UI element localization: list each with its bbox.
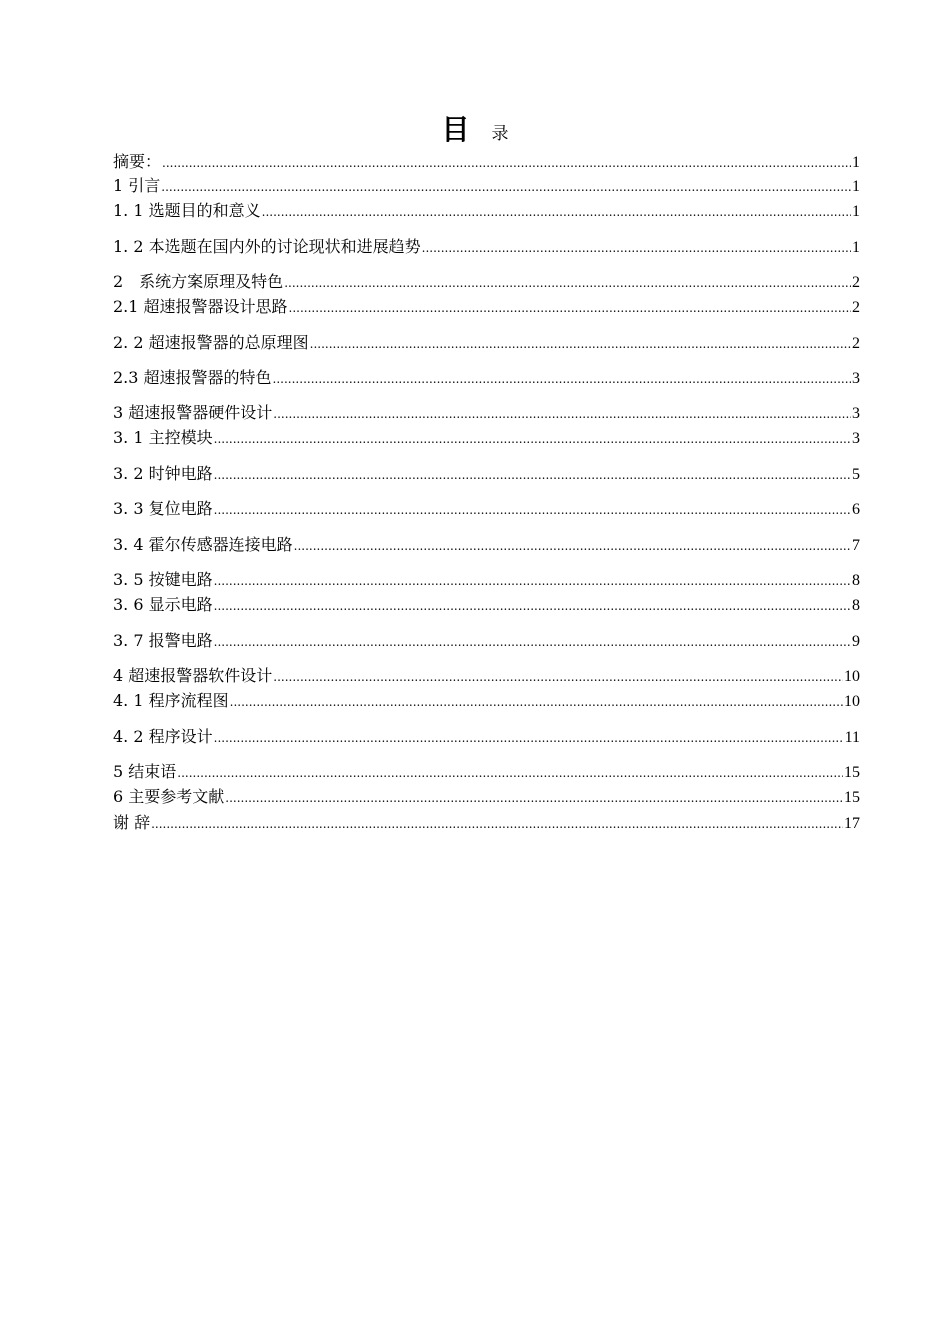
toc-entry-label: 3. 3 复位电路 <box>113 499 213 518</box>
toc-dot-leader <box>214 499 851 521</box>
toc-entry-label: 3. 4 霍尔传感器连接电路 <box>113 535 293 554</box>
toc-entry-label: 3 超速报警器硬件设计 <box>113 403 273 422</box>
toc-entry-page: 8 <box>852 597 860 614</box>
toc-entry[interactable] <box>113 151 860 173</box>
toc-entry[interactable] <box>113 665 860 687</box>
toc-dot-leader <box>422 237 851 259</box>
page-title <box>0 108 950 148</box>
toc-entry-label: 5 结束语 <box>113 762 177 781</box>
toc-dot-leader <box>214 727 844 749</box>
toc-entry-label: 3. 6 显示电路 <box>113 595 213 614</box>
toc-entry-page: 17 <box>844 815 860 832</box>
toc-entry[interactable] <box>113 463 860 485</box>
toc-entry[interactable] <box>113 594 860 616</box>
toc-dot-leader <box>151 813 843 835</box>
toc-entry-page: 9 <box>852 633 860 650</box>
toc-entry-label: 3. 7 报警电路 <box>113 631 213 650</box>
toc-entry-page: 2 <box>852 299 860 316</box>
toc-entry[interactable] <box>113 726 860 748</box>
toc-entry[interactable] <box>113 332 860 354</box>
toc-dot-leader <box>214 595 851 617</box>
toc-dot-leader <box>289 297 851 319</box>
toc-entry[interactable] <box>113 534 860 556</box>
toc-entry-page: 11 <box>844 729 860 746</box>
toc-entry-page: 10 <box>844 668 860 685</box>
toc-entry-page: 8 <box>852 572 860 589</box>
toc-entry[interactable] <box>113 236 860 258</box>
toc-entry[interactable] <box>113 296 860 318</box>
toc-dot-leader <box>230 691 843 713</box>
toc-entry-label: 2.1 超速报警器设计思路 <box>113 297 288 316</box>
toc-entry[interactable] <box>113 630 860 652</box>
toc-entry-label: 1 引言 <box>113 176 161 195</box>
toc-dot-leader <box>310 333 851 355</box>
toc-dot-leader <box>214 464 851 486</box>
toc-entry[interactable] <box>113 367 860 389</box>
toc-entry-page: 7 <box>852 537 860 554</box>
toc-entry[interactable] <box>113 175 860 197</box>
toc-dot-leader <box>161 176 851 198</box>
toc-entry-label: 3. 1 主控模块 <box>113 428 213 447</box>
toc-entry-page: 1 <box>852 239 860 256</box>
toc-entry-page: 1 <box>852 154 860 171</box>
toc-dot-leader <box>294 535 851 557</box>
toc-entry-page: 3 <box>852 370 860 387</box>
toc-entry-page: 15 <box>844 764 860 781</box>
toc-entry-page: 3 <box>852 430 860 447</box>
toc-entry-label: 摘要： <box>113 152 162 171</box>
toc-entry-page: 10 <box>844 693 860 710</box>
title-char-1: 目 <box>441 113 470 146</box>
toc-dot-leader <box>262 201 851 223</box>
toc-entry-page: 1 <box>852 178 860 195</box>
toc-entry-page: 5 <box>852 466 860 483</box>
toc-dot-leader <box>273 666 843 688</box>
toc-entry-label: 谢 辞 <box>113 813 151 832</box>
toc-dot-leader <box>162 152 851 174</box>
toc-entry-page: 3 <box>852 405 860 422</box>
toc-entry-label: 2. 2 超速报警器的总原理图 <box>113 333 309 352</box>
toc-dot-leader <box>214 570 851 592</box>
toc-entry-label: 2 系统方案原理及特色 <box>113 272 284 291</box>
toc-entry[interactable] <box>113 498 860 520</box>
toc-dot-leader <box>273 403 851 425</box>
toc-dot-leader <box>214 631 851 653</box>
toc-entry-label: 2.3 超速报警器的特色 <box>113 368 272 387</box>
toc-entry[interactable] <box>113 402 860 424</box>
toc-entry-label: 4. 1 程序流程图 <box>113 691 229 710</box>
toc-entry-label: 1. 1 选题目的和意义 <box>113 201 261 220</box>
toc-entry[interactable] <box>113 786 860 808</box>
toc-dot-leader <box>225 787 843 809</box>
toc-entry-label: 4 超速报警器软件设计 <box>113 666 273 685</box>
toc-entry[interactable] <box>113 427 860 449</box>
toc-entry-page: 2 <box>852 274 860 291</box>
toc-entry[interactable] <box>113 569 860 591</box>
toc-dot-leader <box>177 762 843 784</box>
toc-entry-label: 4. 2 程序设计 <box>113 727 213 746</box>
title-char-2: 录 <box>491 124 509 144</box>
toc-entry[interactable] <box>113 271 860 293</box>
toc-dot-leader <box>273 368 851 390</box>
toc-entry-page: 1 <box>852 203 860 220</box>
toc-entry-label: 3. 2 时钟电路 <box>113 464 213 483</box>
toc-entry[interactable] <box>113 200 860 222</box>
toc-entry-page: 6 <box>852 501 860 518</box>
toc-dot-leader <box>214 428 851 450</box>
toc-dot-leader <box>284 272 851 294</box>
toc-entry-page: 15 <box>844 789 860 806</box>
toc-entry[interactable] <box>113 761 860 783</box>
toc-entry-label: 6 主要参考文献 <box>113 787 225 806</box>
toc-entry-label: 1. 2 本选题在国内外的讨论现状和进展趋势 <box>113 237 421 256</box>
toc-entry-label: 3. 5 按键电路 <box>113 570 213 589</box>
toc-entry-page: 2 <box>852 335 860 352</box>
toc-entry[interactable] <box>113 690 860 712</box>
toc-entry[interactable] <box>113 812 860 834</box>
